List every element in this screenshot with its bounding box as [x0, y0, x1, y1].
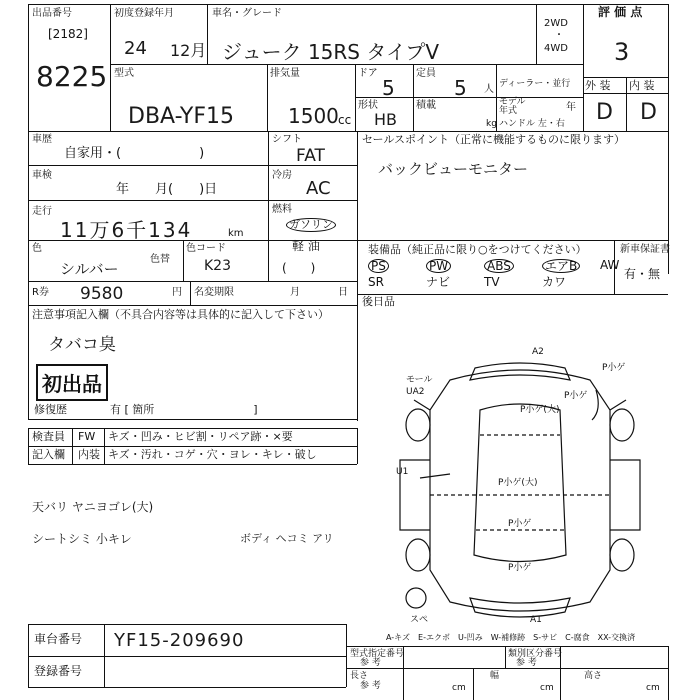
year-suffix: 年 — [566, 102, 576, 113]
car-name-label: 車名・グレード — [212, 8, 282, 19]
diagram-label-8: P小ゲ — [508, 519, 532, 529]
shift-value: FAT — [296, 146, 325, 166]
color-label: 色 — [32, 243, 42, 254]
equipment-row-1 — [368, 258, 620, 275]
history-label: 車歴 — [32, 134, 52, 145]
first-listing-stamp: 初出品 — [36, 364, 108, 401]
doors-value: 5 — [382, 76, 395, 100]
chassis-value: YF15-209690 — [114, 630, 245, 651]
meishou-label: 名変期限 — [194, 287, 234, 298]
doors-label: ドア — [358, 68, 378, 79]
wheel-rr — [610, 539, 634, 571]
drive-2wd: 2WD — [544, 18, 568, 29]
meishou-month: 月 — [290, 287, 300, 298]
equipment-item: TV — [484, 275, 500, 289]
interior-value: D — [640, 100, 657, 125]
diagram-label-5: P小ゲ — [564, 391, 588, 401]
diagram-label-7: P小ゲ(大) — [498, 478, 538, 488]
equipment-row-2 — [368, 276, 608, 292]
lot-sub: [2182] — [48, 27, 88, 41]
equipment-item: AW — [600, 258, 620, 272]
drive-dot: ・ — [554, 30, 564, 41]
remark-line-3: ボディ ヘコミ アリ — [240, 532, 334, 545]
specified-ref: 参 考 — [360, 658, 381, 668]
width-unit: cm — [540, 683, 554, 693]
first-reg-month: 12月 — [170, 41, 207, 60]
lot-number: 8225 — [36, 60, 108, 93]
height-unit: cm — [646, 683, 660, 693]
sales-label: セールスポイント（正常に機能するものに限ります） — [362, 133, 626, 146]
equipment-item: SR — [368, 275, 384, 289]
notes-label: 注意事項記入欄（不具合内容等は具体的に記入して下さい） — [32, 308, 329, 321]
load-label: 積載 — [416, 100, 436, 111]
model-value: DBA-YF15 — [128, 104, 235, 129]
equipment-label: 装備品（純正品に限り○をつけてください） — [368, 243, 587, 256]
remark-line-1: 天バリ ヤニヨゴレ(大) — [32, 500, 154, 514]
notes-value: タバコ臭 — [48, 335, 116, 355]
drive-4wd: 4WD — [544, 43, 568, 54]
warranty-label: 新車保証書 — [620, 244, 670, 255]
inspection-value: 年 月( )日 — [116, 182, 218, 197]
load-unit: kg — [486, 119, 497, 129]
equipment-item: PS — [368, 259, 389, 273]
equipment-item: カワ — [542, 275, 567, 289]
fuel-gas: ガソリン — [286, 218, 336, 232]
ac-label: 冷房 — [272, 170, 292, 181]
shift-label: シフト — [272, 134, 302, 145]
diagram-label-1: P小ゲ — [602, 363, 626, 373]
lot-label: 出品番号 — [32, 8, 72, 19]
recycle-unit: 円 — [172, 287, 182, 298]
category-label: 類別区分番号 — [508, 649, 563, 659]
equipment-item: ナビ — [426, 275, 451, 289]
car-diagram — [380, 340, 660, 630]
car-name-value: ジューク 15RS タイプV — [222, 40, 440, 64]
wheel-fl — [406, 409, 430, 441]
inspection-label: 車検 — [32, 170, 52, 181]
fuel-other: ( ) — [282, 261, 316, 275]
diagram-label-11: スペ — [410, 615, 429, 625]
history-value: 自家用・( ) — [64, 146, 205, 161]
displacement-label: 排気量 — [270, 68, 300, 79]
entry-label: 記入欄 — [32, 448, 65, 461]
diagram-label-6: U1 — [396, 467, 409, 477]
model-year-label: モデル 年式 — [499, 97, 526, 116]
ac-value: AC — [306, 178, 331, 199]
handle-label: ハンドル 左・右 — [499, 119, 565, 129]
shape-value: HB — [374, 110, 398, 129]
equipment-item: ABS — [484, 259, 514, 273]
meishou-day: 日 — [338, 287, 348, 298]
diagram-label-2: モール — [406, 375, 433, 385]
exterior-label: 外 装 — [585, 79, 611, 92]
displacement-value: 1500 — [288, 104, 339, 128]
diagram-label-10: A1 — [530, 615, 542, 625]
wheel-fr — [610, 409, 634, 441]
sales-value: バックビューモニター — [378, 160, 529, 178]
capacity-value: 5 — [454, 76, 467, 100]
equipment-item: エアB — [542, 259, 580, 273]
exterior-value: D — [596, 100, 613, 125]
chassis-label: 車台番号 — [34, 632, 83, 646]
model-label: 型式 — [114, 68, 134, 79]
after-market-label: 後日品 — [362, 295, 395, 308]
interior-items: キズ・汚れ・コゲ・穴・ヨレ・キレ・破し — [108, 448, 317, 461]
reg-label: 登録番号 — [34, 664, 83, 678]
displacement-unit: cc — [338, 113, 352, 127]
grade-label: 評 価 点 — [598, 5, 643, 19]
repair-value: 有 [ 箇所 ] — [110, 403, 258, 416]
color-value: シルバー — [60, 260, 119, 278]
shape-label: 形状 — [358, 100, 378, 111]
height-label: 高さ — [584, 671, 603, 681]
fw-items: キズ・凹み・ヒビ割・リペア跡・×要 — [108, 430, 293, 443]
width-label: 幅 — [490, 671, 500, 681]
interior-label: 内 装 — [629, 79, 655, 92]
category-ref: 参 考 — [516, 658, 537, 668]
warranty-value: 有・無 — [624, 267, 661, 281]
length-ref: 参 考 — [360, 681, 381, 691]
diagram-legend: A-キズ E-エクボ U-凹み W-補修跡 S-サビ C-腐食 XX-交換済 — [386, 633, 636, 642]
color-change-label: 色替 — [150, 254, 170, 265]
capacity-unit: 人 — [484, 84, 494, 95]
rear-bumper — [470, 598, 570, 617]
spare-tire — [406, 588, 426, 608]
diagram-label-0: A2 — [532, 347, 544, 357]
front-bumper — [470, 363, 570, 380]
mileage-value: 11万6千134 — [60, 218, 193, 242]
remark-line-2: シートシミ 小キレ — [32, 532, 132, 546]
color-code-label: 色コード — [186, 243, 226, 254]
diagram-label-3: UA2 — [406, 387, 425, 397]
capacity-label: 定員 — [416, 68, 436, 79]
diagram-label-9: P小ゲ — [508, 563, 532, 573]
recycle-label: R券 — [32, 287, 49, 298]
dealer-label: ディーラー・並行 — [499, 79, 571, 89]
wheel-rl — [406, 539, 430, 571]
grade-value: 3 — [614, 38, 630, 66]
specified-label: 型式指定番号 — [350, 649, 405, 659]
fw-category: FW — [78, 430, 96, 443]
first-reg-label: 初度登録年月 — [114, 8, 174, 19]
length-label: 長さ — [350, 671, 369, 681]
mileage-label: 走行 — [32, 206, 52, 217]
inspector-label: 検査員 — [32, 430, 65, 443]
fuel-label: 燃料 — [272, 204, 292, 215]
recycle-value: 9580 — [80, 284, 124, 304]
color-code-value: K23 — [204, 258, 231, 274]
fuel-diesel: 軽 油 — [292, 239, 320, 253]
equipment-item: PW — [426, 259, 451, 273]
mileage-unit: km — [228, 228, 244, 239]
length-unit: cm — [452, 683, 466, 693]
repair-label: 修復歴 — [34, 403, 67, 416]
first-reg-year: 24 — [124, 38, 147, 59]
diagram-label-4: P小ゲ(大) — [520, 405, 560, 415]
interior-category: 内装 — [78, 448, 100, 461]
